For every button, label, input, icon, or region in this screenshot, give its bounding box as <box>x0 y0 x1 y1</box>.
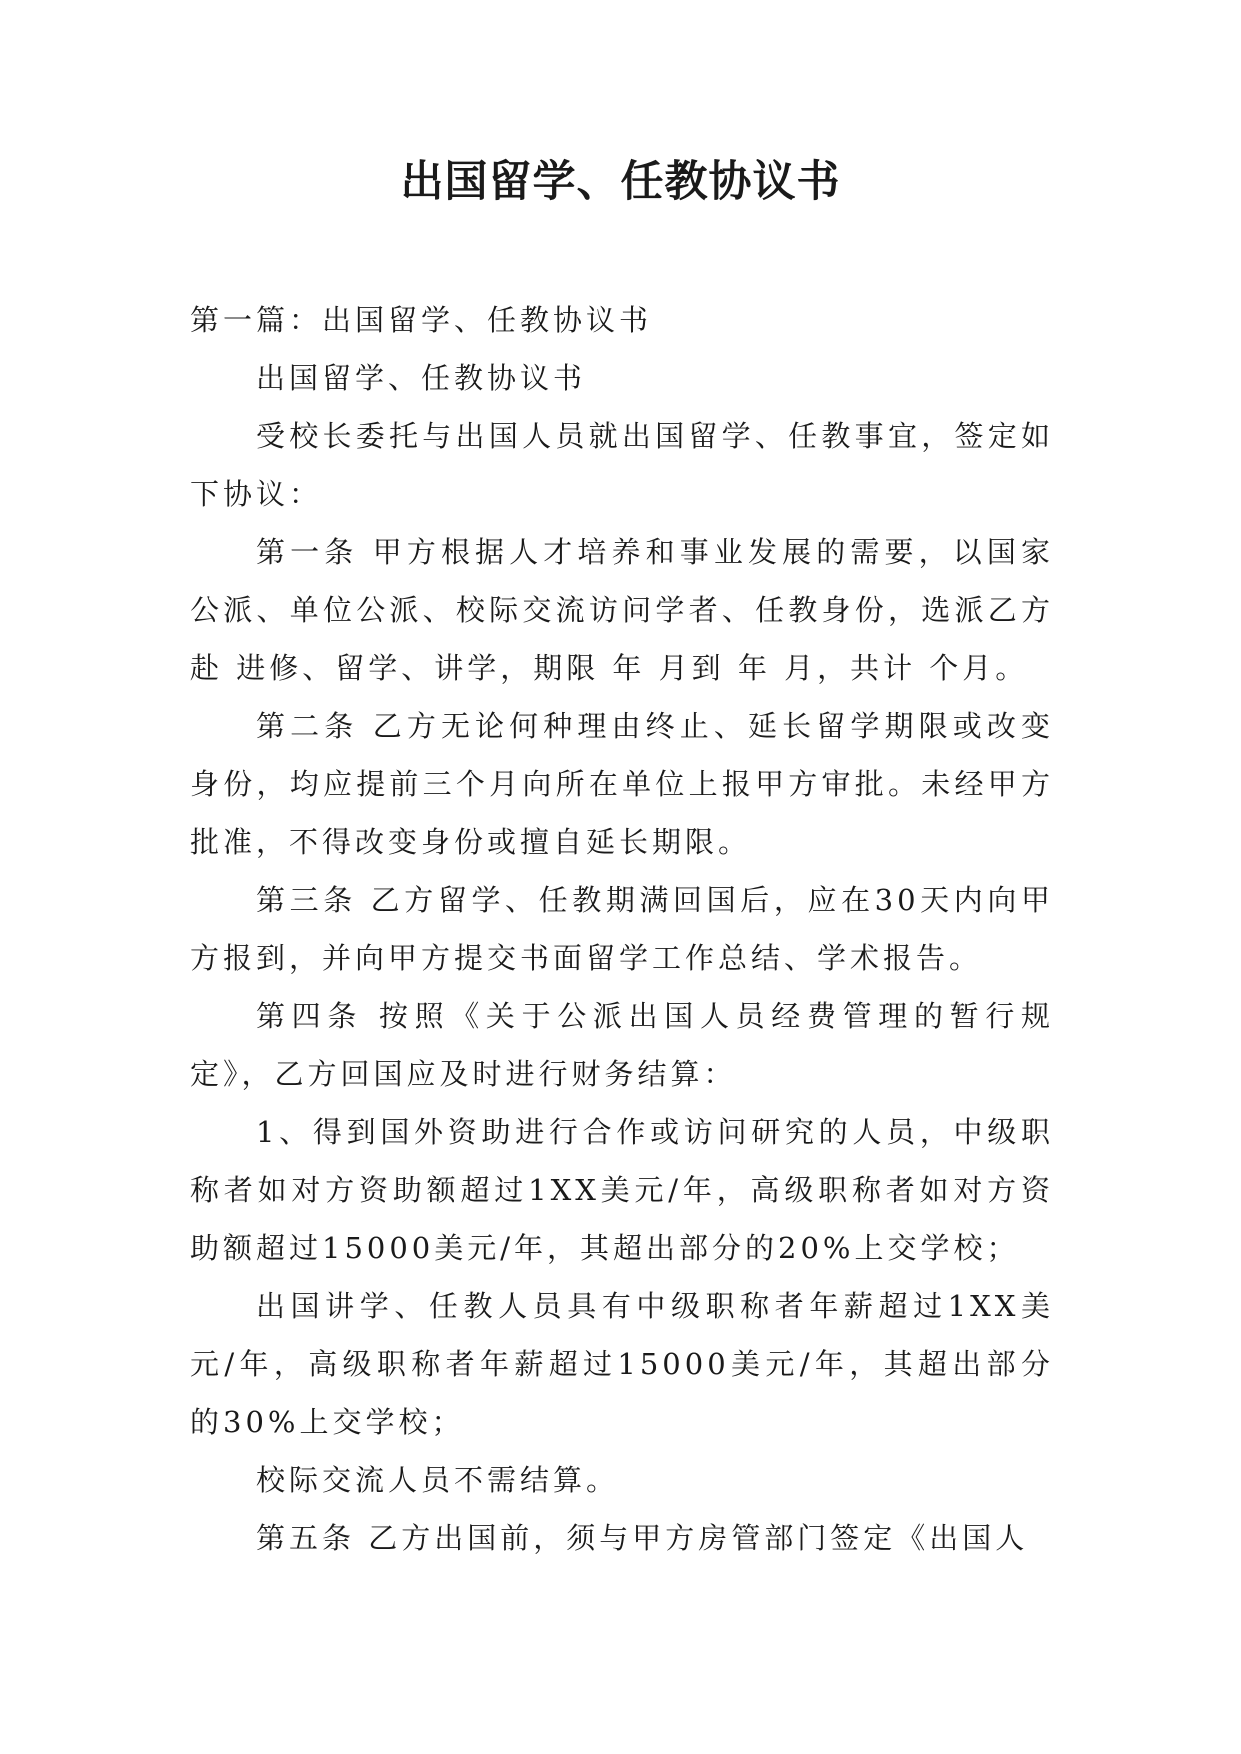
article-5-paragraph: 第五条 乙方出国前，须与甲方房管部门签定《出国人 <box>256 1521 1029 1555</box>
clause-1-paragraph: 1、得到国外资助进行合作或访问研究的人员，中级职称者如对方资助额超过1XX美元/年，高级职称者如对方资助额超过15000美元/年，其超出部分的20%上交学校； <box>190 1115 1054 1265</box>
article-2-paragraph: 第二条 乙方无论何种理由终止、延长留学期限或改变身份，均应提前三个月向所在单位上报甲方审批。未经甲方批准，不得改变身份或擅自延长期限。 <box>190 709 1054 859</box>
article-4-paragraph: 第四条 按照《关于公派出国人员经费管理的暂行规定》，乙方回国应及时进行财务结算： <box>190 999 1054 1091</box>
section-heading: 第一篇：出国留学、任教协议书 <box>190 303 653 337</box>
document-title: 出国留学、任教协议书 <box>400 157 841 207</box>
subtitle-paragraph: 出国留学、任教协议书 <box>256 361 587 395</box>
article-3-paragraph: 第三条 乙方留学、任教期满回国后，应在30天内向甲方报到，并向甲方提交书面留学工作总结、学术报告。 <box>190 883 1054 975</box>
teaching-clause-paragraph: 出国讲学、任教人员具有中级职称者年薪超过1XX美元/年，高级职称者年薪超过15000美元/年，其超出部分的30%上交学校； <box>190 1289 1054 1439</box>
article-1-paragraph: 第一条 甲方根据人才培养和事业发展的需要，以国家公派、单位公派、校际交流访问学者、任教身份，选派乙方赴 进修、留学、讲学，期限 年 月到 年 月，共计 个月。 <box>190 535 1054 685</box>
exchange-clause-paragraph: 校际交流人员不需结算。 <box>256 1463 620 1497</box>
document-body <box>190 291 1054 1567</box>
preamble-paragraph: 受校长委托与出国人员就出国留学、任教事宜，签定如下协议： <box>190 419 1054 511</box>
